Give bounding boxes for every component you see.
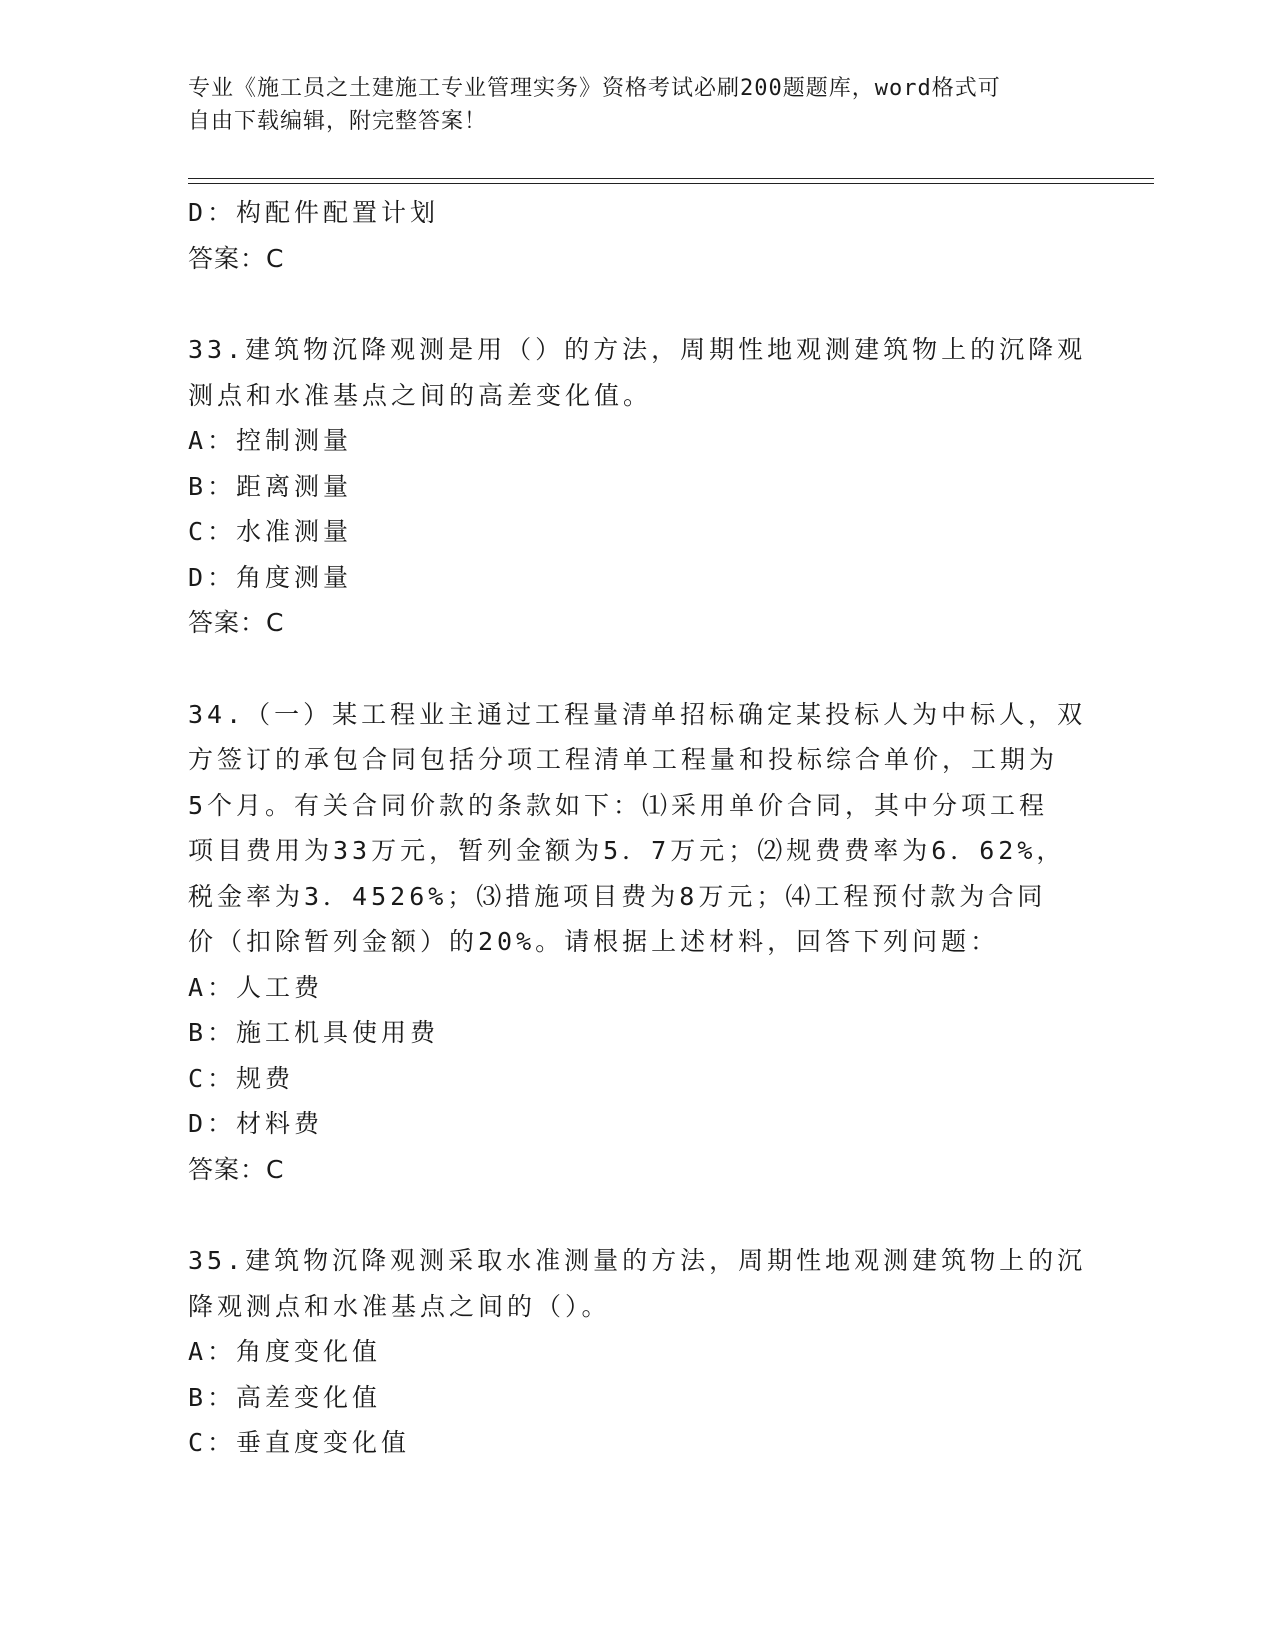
option-c: C：水准测量 (188, 517, 353, 546)
question-32-tail (188, 190, 1088, 281)
header-divider-top (188, 178, 1154, 179)
option-c: C：垂直度变化值 (188, 1428, 411, 1457)
option-c: C：规费 (188, 1063, 295, 1093)
question-stem-line: 测点和水准基点之间的高差变化值。 (188, 380, 653, 410)
option-b: B：施工机具使用费 (188, 1018, 440, 1047)
option-d: D：角度测量 (188, 562, 353, 592)
option-a: A：人工费 (188, 972, 324, 1002)
option-d: D：构配件配置计划 (188, 198, 440, 227)
question-stem-line: 项目费用为33万元，暂列金额为5．7万元；⑵规费费率为6．62%， (188, 836, 1066, 865)
page-header (188, 72, 1088, 138)
question-stem-line: 降观测点和水准基点之间的（）。 (188, 1291, 611, 1321)
question-stem-line: 价（扣除暂列金额）的20%。请根据上述材料，回答下列问题： (188, 927, 1000, 956)
spacer (188, 646, 1088, 692)
question-stem-line: 5个月。有关合同价款的条款如下：⑴采用单价合同，其中分项工程 (188, 790, 1049, 820)
answer-line: 答案：C (188, 1154, 285, 1184)
question-stem-line: 35.建筑物沉降观测采取水准测量的方法，周期性地观测建筑物上的沉 (188, 1246, 1087, 1275)
option-d: D：材料费 (188, 1109, 324, 1138)
option-b: B：高差变化值 (188, 1382, 382, 1412)
question-stem-line: 34.（一）某工程业主通过工程量清单招标确定某投标人为中标人，双 (188, 699, 1087, 729)
option-b: B：距离测量 (188, 471, 353, 501)
option-a: A：控制测量 (188, 426, 353, 455)
question-35 (188, 1238, 1088, 1466)
question-stem-line: 税金率为3．4526%；⑶措施项目费为8万元；⑷工程预付款为合同 (188, 881, 1047, 911)
header-title-line-2: 自由下载编辑，附完整答案！ (188, 109, 488, 134)
question-34 (188, 692, 1088, 1193)
header-title-line-1: 专业《施工员之土建施工专业管理实务》资格考试必刷200题题库，word格式可 (188, 76, 1001, 101)
question-stem-line: 33.建筑物沉降观测是用（）的方法，周期性地观测建筑物上的沉降观 (188, 335, 1087, 364)
spacer (188, 281, 1088, 327)
answer-line: 答案：C (188, 608, 285, 637)
header-divider-bottom (188, 183, 1154, 184)
question-33 (188, 327, 1088, 646)
option-a: A：角度变化值 (188, 1337, 382, 1366)
question-content (188, 190, 1088, 1466)
question-stem-line: 方签订的承包合同包括分项工程清单工程量和投标综合单价，工期为 (188, 745, 1059, 774)
spacer (188, 1192, 1088, 1238)
answer-line: 答案：C (188, 243, 285, 273)
